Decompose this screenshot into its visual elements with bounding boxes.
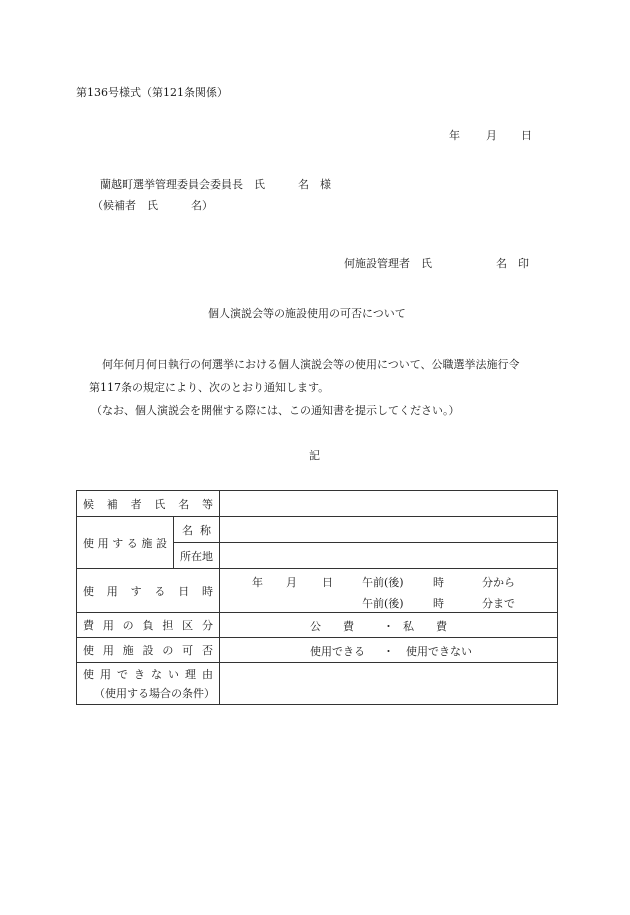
date-month: 月 [486,129,497,142]
datetime-field[interactable]: 年 月 日 午前(後) 時 分から 午前(後) 時 分まで [220,569,558,613]
facility-name-field[interactable] [220,517,558,543]
facility-form-table [76,490,558,705]
document-title: 個人演説会等の施設使用の可否について [208,307,406,320]
date-day: 日 [521,129,532,142]
candidate-name-field[interactable] [220,491,558,517]
body-paragraph-2: 第117条の規定により、次のとおり通知します。 [89,381,330,394]
datetime-label: 使 用 す る 日 時 [77,569,220,613]
sender-seal: 名 印 [496,257,529,270]
facility-name-label: 名 称 [174,517,220,543]
sender-label: 何施設管理者 氏 [344,257,432,270]
facility-address-label: 所在地 [174,543,220,569]
reason-label: 使 用 で き な い 理 由 （使用する場合の条件） [77,663,220,705]
availability-label: 使 用 施 設 の 可 否 [77,638,220,663]
facility-address-field[interactable] [220,543,558,569]
addressee-candidate: （候補者 氏 名） [92,199,213,212]
body-note: （なお、個人演説会を開催する際には、この通知書を提示してください。） [91,404,460,417]
cost-label: 費 用 の 負 担 区 分 [77,613,220,638]
date-year: 年 [449,129,460,142]
availability-field[interactable]: 使用できる ・ 使用できない [220,638,558,663]
addressee-line: 蘭越町選挙管理委員会委員長 氏 名 様 [100,178,331,191]
facility-label: 使 用 す る 施 設 [77,517,174,569]
reason-field[interactable] [220,663,558,705]
ki-mark: 記 [309,449,320,462]
form-number: 第136号様式（第121条関係） [76,86,228,99]
cost-field[interactable]: 公 費 ・ 私 費 [220,613,558,638]
body-paragraph-1: 何年何月何日執行の何選挙における個人演説会等の使用について、公職選挙法施行令 [102,358,520,371]
candidate-name-label: 候 補 者 氏 名 等 [77,491,220,517]
reason-sub-label: （使用する場合の条件） [94,687,215,700]
